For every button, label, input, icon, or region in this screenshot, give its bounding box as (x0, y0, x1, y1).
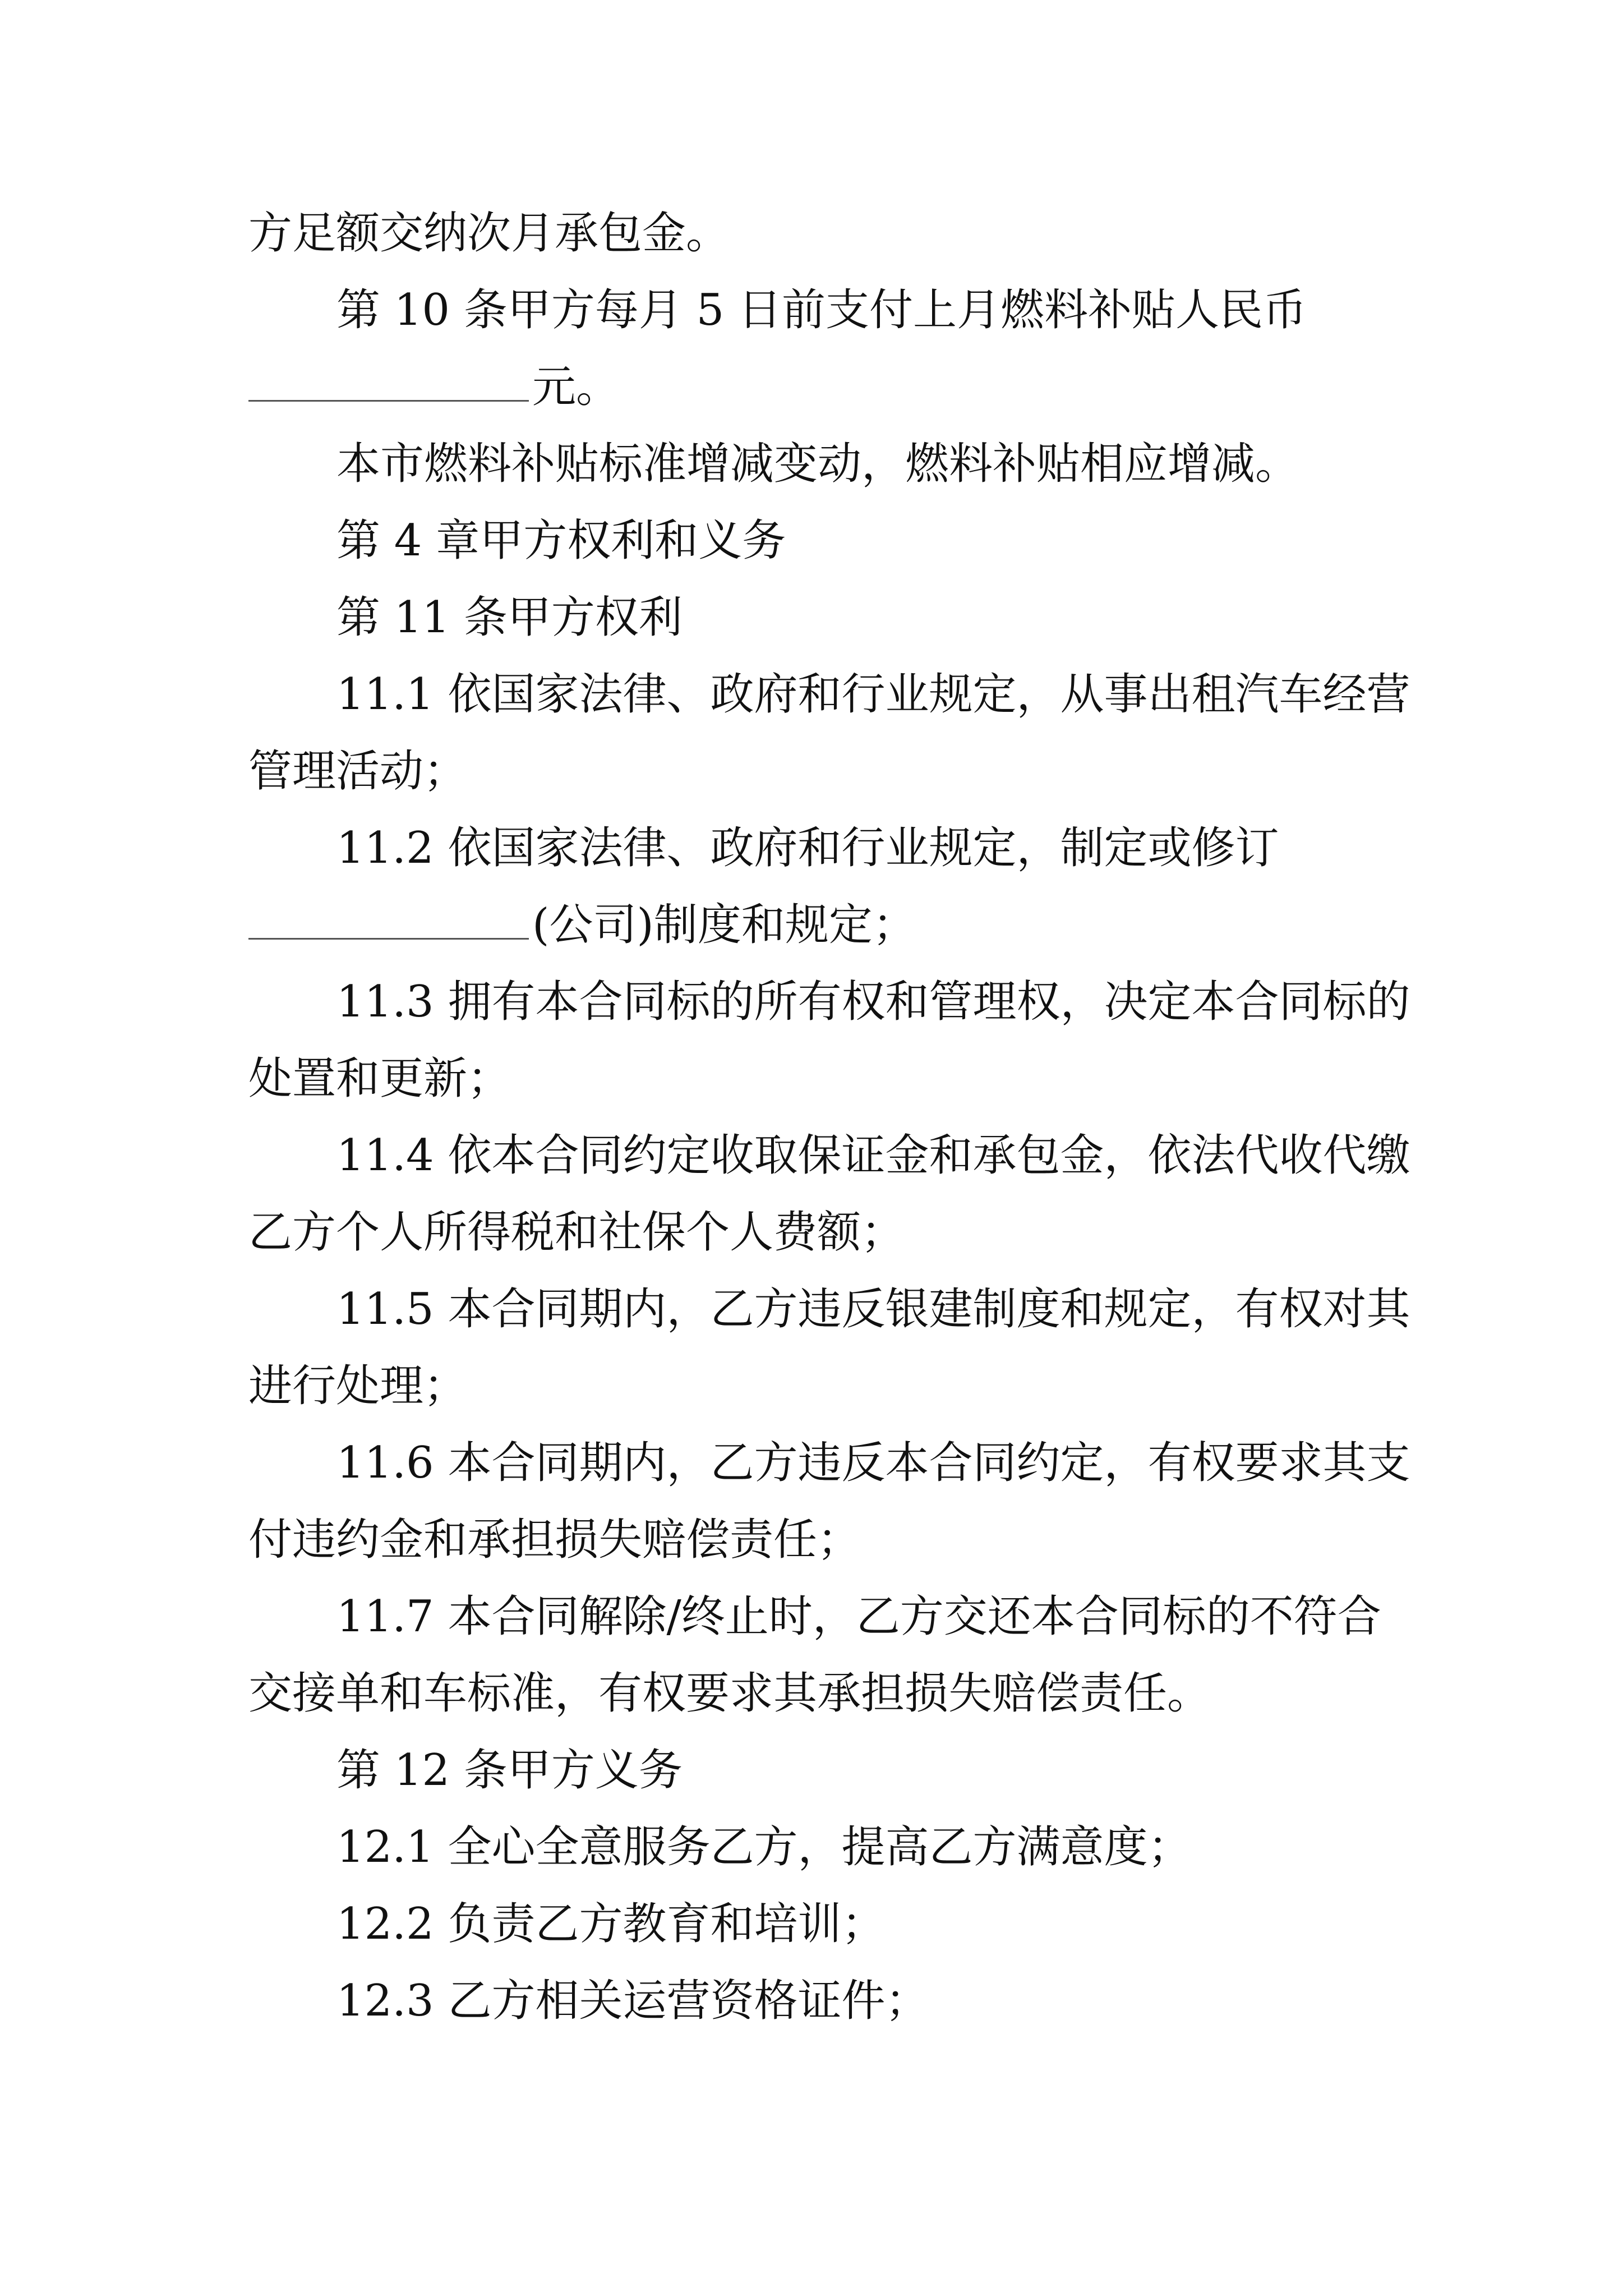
fill-in-blank[interactable] (248, 894, 529, 940)
article-heading: 第 11 条甲方权利 (336, 592, 683, 643)
document-body (248, 195, 1410, 2040)
clause-11-3-continuation: 处置和更新； (248, 1053, 511, 1104)
article-10-line: 第 10 条甲方每月 5 日前支付上月燃料补贴人民币 (336, 285, 1307, 335)
chapter-heading: 第 4 章甲方权利和义务 (336, 516, 786, 566)
clause-11-3-line: 11.3 拥有本合同标的所有权和管理权，决定本合同标的 (336, 977, 1410, 1027)
clause-11-2-continuation (248, 887, 1387, 964)
clause-11-1-continuation: 管理活动； (248, 746, 468, 797)
clause-12-3-line: 12.3 乙方相关运营资格证件； (336, 1976, 929, 2026)
clause-11-6-line: 11.6 本合同期内，乙方违反本合同约定，有权要求其支 (336, 1438, 1410, 1488)
paragraph-text: 元。 (532, 362, 620, 412)
clause-11-6-continuation: 付违约金和承担损失赔偿责任； (248, 1515, 861, 1565)
clause-11-7-line: 11.7 本合同解除/终止时，乙方交还本合同标的不符合 (336, 1591, 1381, 1642)
clause-11-4-continuation: 乙方个人所得税和社保个人费额； (248, 1207, 905, 1258)
clause-11-5-continuation: 进行处理； (248, 1361, 468, 1411)
paragraph-line: 方足额交纳次月承包金。 (248, 208, 730, 259)
paragraph-text: (公司)制度和规定； (532, 900, 916, 950)
clause-11-4-line: 11.4 依本合同约定收取保证金和承包金，依法代收代缴 (336, 1130, 1410, 1181)
clause-12-2-line: 12.2 负责乙方教育和培训； (336, 1899, 886, 1949)
clause-11-5-line: 11.5 本合同期内，乙方违反银建制度和规定，有权对其 (336, 1284, 1410, 1335)
article-heading: 第 12 条甲方义务 (336, 1745, 683, 1796)
clause-11-7-continuation: 交接单和车标准，有权要求其承担损失赔偿责任。 (248, 1668, 1211, 1719)
clause-11-1-line: 11.1 依国家法律、政府和行业规定，从事出租汽车经营 (336, 669, 1410, 720)
clause-11-2-line: 11.2 依国家法律、政府和行业规定，制定或修订 (336, 823, 1279, 873)
clause-12-1-line: 12.1 全心全意服务乙方，提高乙方满意度； (336, 1822, 1192, 1872)
paragraph-line: 本市燃料补贴标准增减变动，燃料补贴相应增减。 (336, 439, 1299, 489)
fill-in-blank[interactable] (248, 356, 529, 402)
article-10-continuation (248, 349, 1387, 426)
